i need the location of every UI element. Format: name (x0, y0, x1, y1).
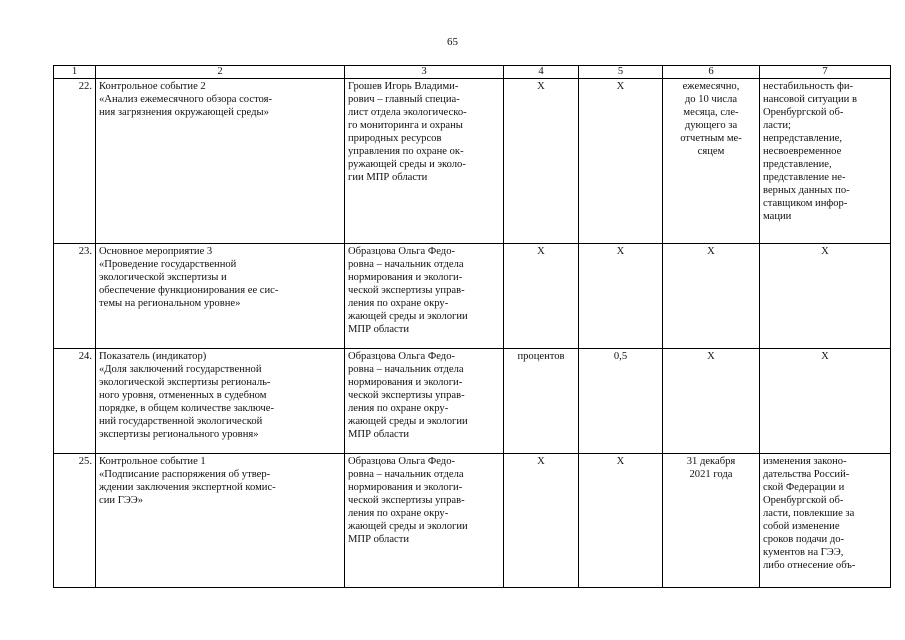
text-line: Оренбургской об- (763, 495, 844, 506)
text-line: представление не- (763, 172, 846, 183)
row-number: 22. (54, 79, 96, 244)
text-line: обеспечение функционирования ее сис- (99, 285, 279, 296)
text-line: Основное мероприятие 3 (99, 246, 213, 257)
unit-cell: процентов (504, 349, 579, 454)
text-line: ской Федерации и (763, 482, 845, 493)
text-line: жающей среды и экологии (348, 416, 468, 427)
page-number: 65 (447, 36, 458, 48)
responsible-cell (345, 454, 504, 588)
text-line: дующего за (684, 120, 738, 131)
risk-cell (760, 79, 891, 244)
text-line: ления по охране окру- (348, 403, 449, 414)
text-line: экологической экспертизы и (99, 272, 227, 283)
header-cell-2: 2 (96, 66, 345, 79)
text-line: ровна – начальник отдела (348, 469, 464, 480)
text-line: нансовой ситуации в (763, 94, 857, 105)
text-line: собой изменение (763, 521, 840, 532)
text-line: МПР области (348, 324, 410, 335)
text-line: жающей среды и экологии (348, 521, 468, 532)
header-cell-4: 4 (504, 66, 579, 79)
text-line: X (707, 246, 715, 257)
unit-cell: X (504, 79, 579, 244)
text-line: ления по охране окру- (348, 508, 449, 519)
text-line: либо отнесение объ- (763, 560, 856, 571)
row-number: 25. (54, 454, 96, 588)
text-line: ческой экспертизы управ- (348, 390, 465, 401)
text-line: Показатель (индикатор) (99, 351, 207, 362)
text-line: Контрольное событие 2 (99, 81, 206, 92)
value-cell: 0,5 (579, 349, 663, 454)
text-line: гии МПР области (348, 172, 428, 183)
text-line: ружающей среды и эколо- (348, 159, 466, 170)
text-line: сяцем (697, 146, 725, 157)
text-line: управления по охране ок- (348, 146, 464, 157)
text-line: отчетным ме- (680, 133, 742, 144)
value-cell: X (579, 454, 663, 588)
text-line: нормирования и экологи- (348, 482, 463, 493)
text-line: лист отдела экологическо- (348, 107, 467, 118)
text-line: «Проведение государственной (99, 259, 237, 270)
table-row (54, 79, 891, 244)
text-line: «Анализ ежемесячного обзора состоя- (99, 94, 273, 105)
risk-cell (760, 244, 891, 349)
text-line: ласти; (763, 120, 791, 131)
text-line: сроков подачи до- (763, 534, 845, 545)
text-line: МПР области (348, 429, 410, 440)
responsible-cell (345, 349, 504, 454)
table-row (54, 454, 891, 588)
text-line: верных данных по- (763, 185, 850, 196)
text-line: изменения законо- (763, 456, 847, 467)
text-line: экспертизы регионального уровня» (99, 429, 259, 440)
text-line: ления по охране окру- (348, 298, 449, 309)
table-header-row (54, 66, 891, 79)
header-cell-3: 3 (345, 66, 504, 79)
row-number: 23. (54, 244, 96, 349)
text-line: сии ГЭЭ» (99, 495, 144, 506)
text-line: X (821, 246, 829, 257)
text-line: X (707, 351, 715, 362)
text-line: нормирования и экологи- (348, 377, 463, 388)
text-line: X (821, 351, 829, 362)
text-line: 2021 года (689, 469, 733, 480)
text-line: несвоевременное (763, 146, 842, 157)
text-line: нестабильность фи- (763, 81, 854, 92)
text-line: ровна – начальник отдела (348, 259, 464, 270)
deadline-cell (663, 79, 760, 244)
text-line: ческой экспертизы управ- (348, 285, 465, 296)
text-line: 31 декабря (686, 456, 736, 467)
row-number: 24. (54, 349, 96, 454)
unit-cell: X (504, 454, 579, 588)
text-line: нормирования и экологи- (348, 272, 463, 283)
risk-cell (760, 349, 891, 454)
text-line: ний государственной экологической (99, 416, 263, 427)
text-line: МПР области (348, 534, 410, 545)
header-cell-5: 5 (579, 66, 663, 79)
text-line: ставщиком инфор- (763, 198, 848, 209)
text-line: Образцова Ольга Федо- (348, 351, 456, 362)
event-name-cell (96, 79, 345, 244)
unit-cell: X (504, 244, 579, 349)
text-line: Контрольное событие 1 (99, 456, 206, 467)
text-line: Грошев Игорь Владими- (348, 81, 459, 92)
text-line: ческой экспертизы управ- (348, 495, 465, 506)
text-line: ного уровня, отмененных в судебном (99, 390, 267, 401)
value-cell: X (579, 244, 663, 349)
text-line: рович – главный специа- (348, 94, 460, 105)
text-line: «Доля заключений государственной (99, 364, 262, 375)
deadline-cell (663, 244, 760, 349)
text-line: «Подписание распоряжения об утвер- (99, 469, 271, 480)
text-line: дательства Россий- (763, 469, 850, 480)
text-line: ровна – начальник отдела (348, 364, 464, 375)
text-line: Образцова Ольга Федо- (348, 246, 456, 257)
text-line: ежемесячно, (682, 81, 740, 92)
header-cell-7: 7 (760, 66, 891, 79)
text-line: экологической экспертизы региональ- (99, 377, 271, 388)
table-row (54, 244, 891, 349)
responsible-cell (345, 244, 504, 349)
header-cell-6: 6 (663, 66, 760, 79)
text-line: до 10 числа (684, 94, 738, 105)
value-cell: X (579, 79, 663, 244)
text-line: ждении заключения экспертной комис- (99, 482, 276, 493)
text-line: Образцова Ольга Федо- (348, 456, 456, 467)
text-line: представление, (763, 159, 832, 170)
text-line: порядке, в общем количестве заключе- (99, 403, 274, 414)
text-line: месяца, сле- (683, 107, 739, 118)
text-line: природных ресурсов (348, 133, 442, 144)
plan-table (53, 65, 891, 588)
text-line: Оренбургской об- (763, 107, 844, 118)
text-line: ласти, повлекшие за (763, 508, 855, 519)
deadline-cell (663, 454, 760, 588)
text-line: темы на региональном уровне» (99, 298, 241, 309)
event-name-cell (96, 454, 345, 588)
text-line: жающей среды и экологии (348, 311, 468, 322)
text-line: мации (763, 211, 792, 222)
deadline-cell (663, 349, 760, 454)
event-name-cell (96, 244, 345, 349)
responsible-cell (345, 79, 504, 244)
risk-cell (760, 454, 891, 588)
text-line: го мониторинга и охраны (348, 120, 463, 131)
text-line: непредставление, (763, 133, 842, 144)
table-row (54, 349, 891, 454)
text-line: кументов на ГЭЭ, (763, 547, 844, 558)
text-line: ния загрязнения окружающей среды» (99, 107, 269, 118)
event-name-cell (96, 349, 345, 454)
header-cell-1: 1 (54, 66, 96, 79)
